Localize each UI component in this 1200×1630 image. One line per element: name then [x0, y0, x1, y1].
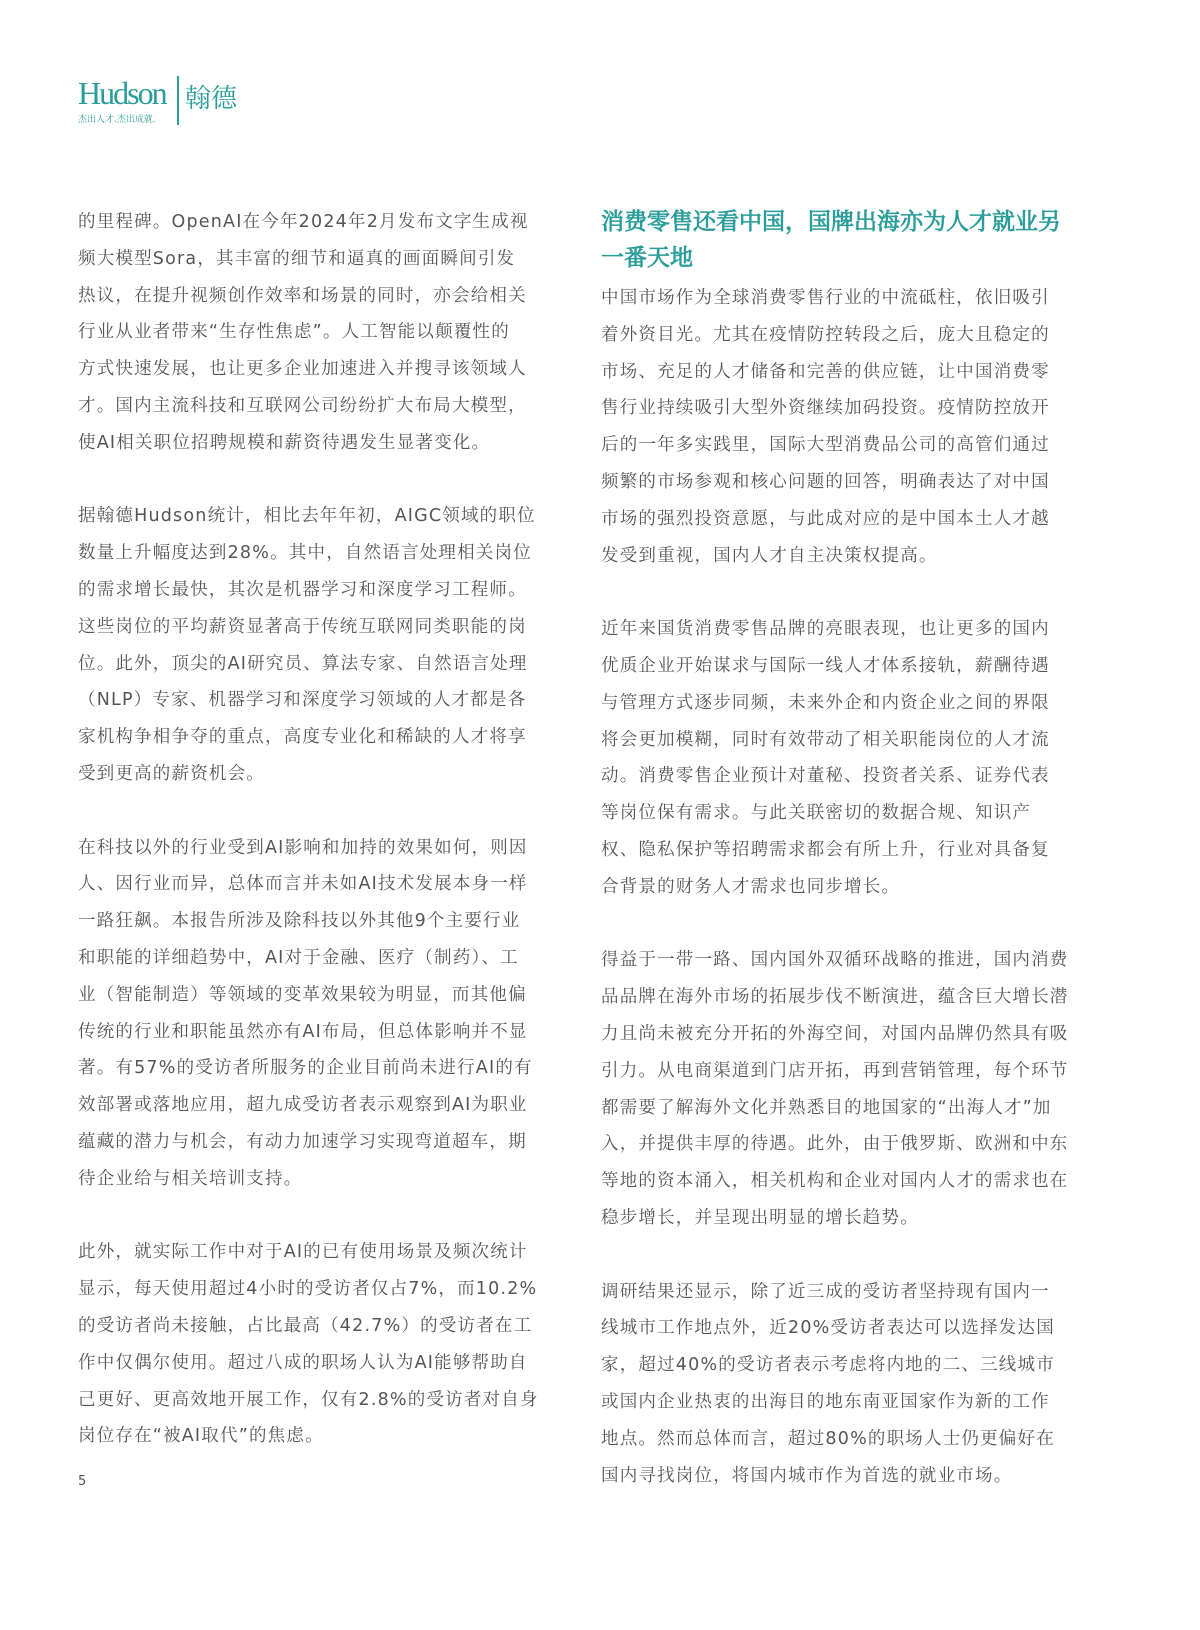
logo-divider — [177, 76, 179, 125]
text-line: 著。有57%的受访者所服务的企业目前尚未进行AI的有 — [78, 1058, 533, 1079]
text-line: 市场的强烈投资意愿，与此成对应的是中国本土人才越 — [601, 508, 1050, 529]
text-line: 国内寻找岗位，将国内城市作为首选的就业市场。 — [601, 1465, 1013, 1486]
text-line: 力且尚未被充分开拓的外海空间，对国内品牌仍然具有吸 — [601, 1023, 1069, 1044]
text-line: 等岗位保有需求。与此关联密切的数据合规、知识产 — [601, 803, 1032, 824]
text-line: 后的一年多实践里，国际大型消费品公司的高管们通过 — [601, 435, 1050, 456]
text-line: 据翰德Hudson统计，相比去年年初，AIGC领域的职位 — [78, 506, 536, 527]
text-line: 数量上升幅度达到28%。其中，自然语言处理相关岗位 — [78, 543, 532, 564]
heading-line: 一番天地 — [601, 245, 693, 271]
logo-tagline: 杰出人才.杰出成就. — [78, 115, 156, 125]
text-line: 频繁的市场参观和核心问题的回答，明确表达了对中国 — [601, 471, 1050, 492]
text-line: 此外，就实际工作中对于AI的已有使用场景及频次统计 — [78, 1242, 528, 1263]
text-line: 售行业持续吸引大型外资继续加码投资。疫情防控放开 — [601, 398, 1050, 419]
text-line: 频大模型Sora，其丰富的细节和逼真的画面瞬间引发 — [78, 248, 516, 269]
text-line: 线城市工作地点外，近20%受访者表达可以选择发达国 — [601, 1318, 1055, 1339]
text-line: 蕴藏的潜力与机会，有动力加速学习实现弯道超车，期 — [78, 1131, 527, 1152]
text-line: 人、因行业而异，总体而言并未如AI技术发展本身一样 — [78, 874, 528, 895]
paragraph — [601, 942, 1081, 1236]
paragraph — [78, 204, 558, 462]
text-line: 权、隐私保护等招聘需求都会有所上升，行业对具备复 — [601, 839, 1050, 860]
text-line: （NLP）专家、机器学习和深度学习领域的人才都是各 — [78, 690, 527, 711]
text-line: 得益于一带一路、国内国外双循环战略的推进，国内消费 — [601, 950, 1069, 971]
paragraph — [78, 1234, 558, 1455]
text-line: 受到更高的薪资机会。 — [78, 763, 265, 784]
text-line: 稳步增长，并呈现出明显的增长趋势。 — [601, 1207, 919, 1228]
text-line: 动。消费零售企业预计对董秘、投资者关系、证券代表 — [601, 766, 1050, 787]
section-heading — [601, 204, 1081, 276]
text-line: 优质企业开始谋求与国际一线人才体系接轨，薪酬待遇 — [601, 655, 1050, 676]
text-line: 显示，每天使用超过4小时的受访者仅占7%，而10.2% — [78, 1279, 538, 1300]
text-line: 在科技以外的行业受到AI影响和加持的效果如何，则因 — [78, 837, 528, 858]
text-line: 才。国内主流科技和互联网公司纷纷扩大布局大模型， — [78, 395, 527, 416]
text-line: 市场、充足的人才储备和完善的供应链，让中国消费零 — [601, 361, 1050, 382]
text-line: 引力。从电商渠道到门店开拓，再到营销管理，每个环节 — [601, 1060, 1069, 1081]
text-line: 都需要了解海外文化并熟悉目的地国家的“出海人才”加 — [601, 1097, 1052, 1118]
text-line: 己更好、更高效地开展工作，仅有2.8%的受访者对自身 — [78, 1389, 539, 1410]
paragraph — [601, 1274, 1081, 1495]
paragraph — [78, 830, 558, 1198]
text-line: 的需求增长最快，其次是机器学习和深度学习工程师。 — [78, 579, 527, 600]
text-line: 调研结果还显示，除了近三成的受访者坚持现有国内一 — [601, 1281, 1050, 1302]
text-line: 热议，在提升视频创作效率和场景的同时，亦会给相关 — [78, 285, 527, 306]
text-line: 或国内企业热衷的出海目的地东南亚国家作为新的工作 — [601, 1391, 1050, 1412]
paragraph — [601, 280, 1081, 574]
text-line: 品品牌在海外市场的拓展步伐不断演进，蕴含巨大增长潜 — [601, 987, 1069, 1008]
paragraph — [601, 611, 1081, 905]
text-line: 一路狂飙。本报告所涉及除科技以外其他9个主要行业 — [78, 911, 521, 932]
text-line: 中国市场作为全球消费零售行业的中流砥柱，依旧吸引 — [601, 288, 1050, 308]
text-line: 这些岗位的平均薪资显著高于传统互联网同类职能的岗 — [78, 616, 527, 637]
text-line: 业（智能制造）等领域的变革效果较为明显，而其他偏 — [78, 984, 527, 1005]
text-line: 效部署或落地应用，超九成受访者表示观察到AI为职业 — [78, 1095, 528, 1116]
text-line: 合背景的财务人才需求也同步增长。 — [601, 876, 901, 897]
text-line: 的受访者尚未接触，占比最高（42.7%）的受访者在工 — [78, 1315, 533, 1336]
text-line: 行业从业者带来“生存性焦虑”。人工智能以颠覆性的 — [78, 322, 510, 343]
text-line: 地点。然而总体而言，超过80%的职场人士仍更偏好在 — [601, 1428, 1055, 1449]
heading-line: 消费零售还看中国，国牌出海亦为人才就业另 — [601, 209, 1061, 235]
text-line: 将会更加模糊，同时有效带动了相关职能岗位的人才流 — [601, 729, 1050, 750]
text-line: 和职能的详细趋势中，AI对于金融、医疗（制药）、工 — [78, 947, 519, 968]
text-line: 着外资目光。尤其在疫情防控转段之后，庞大且稳定的 — [601, 324, 1050, 345]
text-line: 家机构争相争夺的重点，高度专业化和稀缺的人才将享 — [78, 727, 527, 748]
text-line: 传统的行业和职能虽然亦有AI布局，但总体影响并不显 — [78, 1021, 528, 1042]
logo-name-cn: 翰德 — [185, 84, 238, 114]
text-line: 发受到重视，国内人才自主决策权提高。 — [601, 545, 938, 566]
text-line: 位。此外，顶尖的AI研究员、算法专家、自然语言处理 — [78, 653, 528, 674]
text-line: 方式快速发展，也让更多企业加速进入并搜寻该领域人 — [78, 359, 527, 380]
text-line: 近年来国货消费零售品牌的亮眼表现，也让更多的国内 — [601, 619, 1050, 640]
text-line: 与管理方式逐步同频，未来外企和内资企业之间的界限 — [601, 692, 1050, 713]
logo-name-en: Hudson — [78, 75, 166, 111]
text-line: 等地的资本涌入，相关机构和企业对国内人才的需求也在 — [601, 1171, 1069, 1192]
text-line: 岗位存在“被AI取代”的焦虑。 — [78, 1426, 324, 1447]
text-line: 作中仅偶尔使用。超过八成的职场人认为AI能够帮助自 — [78, 1352, 528, 1373]
left-column — [78, 204, 558, 1492]
text-line: 入，并提供丰厚的待遇。此外，由于俄罗斯、欧洲和中东 — [601, 1134, 1069, 1155]
page-number: 5 — [78, 1474, 87, 1489]
text-line: 使AI相关职位招聘规模和薪资待遇发生显著变化。 — [78, 432, 491, 453]
text-line: 家，超过40%的受访者表示考虑将内地的二、三线城市 — [601, 1355, 1055, 1376]
text-line: 待企业给与相关培训支持。 — [78, 1168, 303, 1189]
paragraph — [78, 498, 558, 792]
text-line: 的里程碑。OpenAI在今年2024年2月发布文字生成视 — [78, 212, 529, 232]
hudson-logo — [78, 75, 238, 126]
right-column — [601, 204, 1081, 1531]
